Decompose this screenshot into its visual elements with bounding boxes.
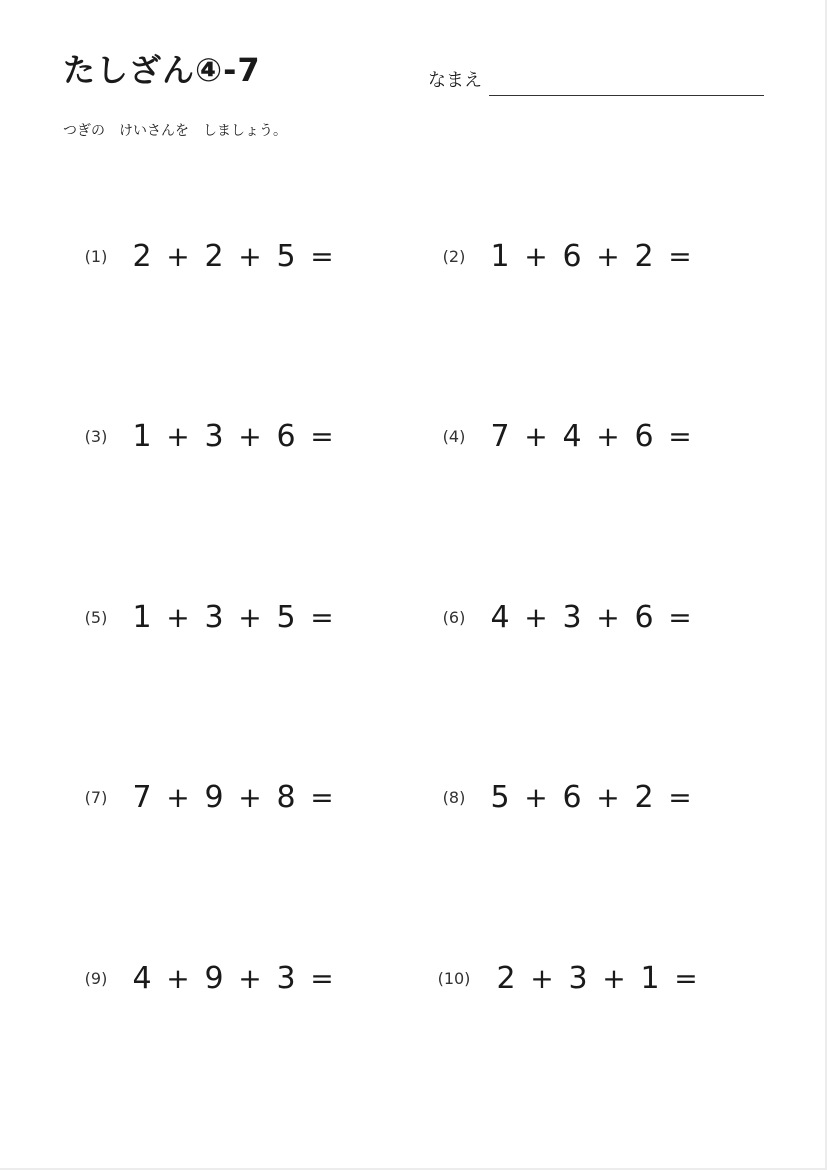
plus-sign: + [166, 781, 190, 814]
addend-a: 2 [496, 961, 516, 996]
equals-sign: = [310, 781, 334, 814]
plus-sign: + [238, 601, 262, 634]
addend-a: 1 [132, 600, 152, 635]
addend-c: 6 [634, 419, 654, 454]
addend-a: 1 [132, 419, 152, 454]
plus-sign: + [524, 601, 548, 634]
addend-c: 8 [276, 780, 296, 815]
problem-number: (2) [442, 247, 466, 266]
plus-sign: + [238, 240, 262, 273]
addend-b: 3 [204, 419, 224, 454]
addend-c: 6 [634, 600, 654, 635]
addend-b: 6 [562, 239, 582, 274]
equals-sign: = [668, 601, 692, 634]
addend-b: 4 [562, 419, 582, 454]
addend-b: 2 [204, 239, 224, 274]
problem-number: (3) [84, 427, 108, 446]
problem-number: (5) [84, 608, 108, 627]
plus-sign: + [166, 420, 190, 453]
addend-c: 2 [634, 780, 654, 815]
name-write-line[interactable] [489, 95, 764, 96]
plus-sign: + [524, 420, 548, 453]
plus-sign: + [166, 240, 190, 273]
addend-c: 2 [634, 239, 654, 274]
plus-sign: + [238, 962, 262, 995]
instruction-text: つぎの けいさんを しましょう。 [63, 123, 287, 139]
problem-number: (6) [442, 608, 466, 627]
addend-a: 4 [490, 600, 510, 635]
problem-number: (9) [84, 969, 108, 988]
addend-b: 6 [562, 780, 582, 815]
addend-a: 7 [490, 419, 510, 454]
equals-sign: = [310, 962, 334, 995]
addend-a: 4 [132, 961, 152, 996]
plus-sign: + [596, 240, 620, 273]
addend-a: 7 [132, 780, 152, 815]
plus-sign: + [166, 962, 190, 995]
equals-sign: = [310, 601, 334, 634]
addend-c: 6 [276, 419, 296, 454]
name-label: なまえ [428, 70, 482, 91]
plus-sign: + [238, 781, 262, 814]
equals-sign: = [668, 781, 692, 814]
problem-number: (10) [437, 969, 471, 988]
plus-sign: + [602, 962, 626, 995]
addend-c: 3 [276, 961, 296, 996]
equals-sign: = [668, 420, 692, 453]
addend-a: 1 [490, 239, 510, 274]
equals-sign: = [668, 240, 692, 273]
plus-sign: + [166, 601, 190, 634]
plus-sign: + [238, 420, 262, 453]
addend-b: 3 [562, 600, 582, 635]
plus-sign: + [530, 962, 554, 995]
addend-b: 9 [204, 780, 224, 815]
addend-a: 2 [132, 239, 152, 274]
problem-number: (1) [84, 247, 108, 266]
addend-a: 5 [490, 780, 510, 815]
equals-sign: = [310, 420, 334, 453]
plus-sign: + [596, 420, 620, 453]
plus-sign: + [524, 781, 548, 814]
addend-c: 1 [640, 961, 660, 996]
addend-b: 9 [204, 961, 224, 996]
plus-sign: + [596, 781, 620, 814]
addend-b: 3 [568, 961, 588, 996]
plus-sign: + [524, 240, 548, 273]
problem-number: (4) [442, 427, 466, 446]
equals-sign: = [310, 240, 334, 273]
plus-sign: + [596, 601, 620, 634]
addend-b: 3 [204, 600, 224, 635]
problem-number: (8) [442, 788, 466, 807]
addend-c: 5 [276, 239, 296, 274]
equals-sign: = [674, 962, 698, 995]
worksheet-title: たしざん④-7 [63, 51, 261, 89]
problem-number: (7) [84, 788, 108, 807]
addend-c: 5 [276, 600, 296, 635]
